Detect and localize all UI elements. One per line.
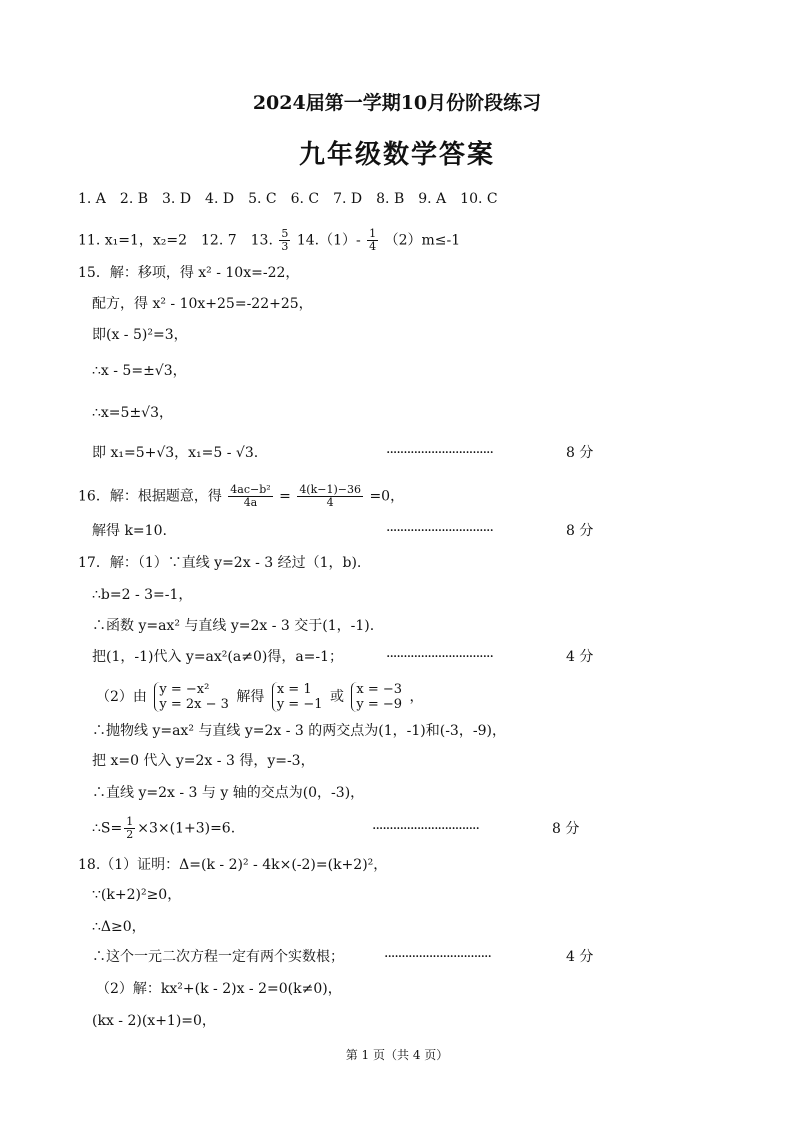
q17-line-3: ∴函数 y=ax² 与直线 y=2x - 3 交于(1，-1). (92, 618, 375, 634)
q15-score: 8 分 (566, 445, 594, 461)
q17-line-2: ∴b=2 - 3=-1， (92, 587, 193, 603)
fill-answers: 11. x₁=1，x₂=2 12. 7 13. $\frac{5}{3}$ 14.（1）- $\frac{1}{4}$ （2）m≤-1 (78, 227, 461, 253)
fraction-substituted: $\frac{4(k-1)-36}{4}$ (299, 483, 361, 509)
q16-line-1: 16．解：根据题意，得 $\frac{\text{4ac−b²}}{4a}$ = $\frac{4(k-1)-36}{4}$ =0， (78, 483, 405, 509)
q15-line-2: 配方，得 x² - 10x+25=-22+25， (92, 296, 313, 312)
q15-line-3: 即(x - 5)²=3， (92, 327, 188, 343)
q15-line-1: 15．解：移项，得 x² - 10x=-22， (78, 265, 300, 281)
q17-score-2: 8 分 (552, 821, 580, 837)
fraction-half: $\frac{1}{2}$ (126, 815, 134, 841)
q17-line-5: （2）由 y = −x² y = 2x − 3 解得 x = 1 y = −1 或 x = −3 y = −9 ， (96, 682, 424, 712)
q18-line-3: ∴Δ≥0， (92, 919, 146, 935)
q17-line-9: ∴S= $\frac{1}{2}$ ×3×(1+3)=6. (92, 815, 236, 841)
q17-line-8: ∴直线 y=2x - 3 与 y 轴的交点为(0，-3)， (92, 785, 365, 801)
q18-line-5: （2）解：kx²+(k - 2)x - 2=0(k≠0)， (96, 981, 342, 997)
leader-dots: ······························· (386, 445, 493, 461)
q18-line-1: 18.（1）证明：Δ=(k - 2)² - 4k×(-2)=(k+2)²， (78, 857, 388, 873)
equation-system-2: x = 1 y = −1 (272, 682, 323, 712)
q16-line-2: 解得 k=10. (92, 523, 167, 539)
q16-score: 8 分 (566, 523, 594, 539)
q15-line-6: 即 x₁=5+√3，x₁=5 - √3. (92, 445, 259, 461)
document-title: 2024届第一学期10月份阶段练习 (252, 92, 542, 114)
q15-line-4: ∴x - 5=±√3， (92, 363, 187, 379)
choice-answers: 1. A 2. B 3. D 4. D 5. C 6. C 7. D 8. B 9. A 10. C (78, 191, 498, 207)
leader-dots: ······························· (386, 523, 493, 539)
fraction-14: $\frac{1}{4}$ (369, 227, 377, 253)
leader-dots: ······························· (372, 821, 479, 837)
q17-line-4: 把(1，-1)代入 y=ax²(a≠0)得，a=-1； (92, 649, 344, 665)
fraction-discriminant: $\frac{\text{4ac−b²}}{4a}$ (230, 483, 271, 509)
q18-line-4: ∴这个一元二次方程一定有两个实数根； (92, 949, 344, 965)
q17-line-6: ∴抛物线 y=ax² 与直线 y=2x - 3 的两交点为(1，-1)和(-3，-9)， (92, 723, 506, 739)
q17-line-7: 把 x=0 代入 y=2x - 3 得，y=-3， (92, 753, 315, 769)
document-subtitle: 九年级数学答案 (298, 140, 495, 170)
q18-line-2: ∵(k+2)²≥0， (92, 887, 182, 903)
leader-dots: ······························· (384, 949, 491, 965)
q17-score-1: 4 分 (566, 649, 594, 665)
equation-system-1: y = −x² y = 2x − 3 (154, 682, 229, 712)
equation-system-3: x = −3 y = −9 (351, 682, 402, 712)
q18-line-6: (kx - 2)(x+1)=0， (92, 1013, 216, 1029)
q17-line-1: 17．解：（1）∵直线 y=2x - 3 经过（1，b). (78, 555, 362, 571)
fraction-13: $\frac{5}{3}$ (281, 227, 289, 253)
page-footer: 第 1 页（共 4 页） (345, 1048, 449, 1062)
q15-line-5: ∴x=5±√3， (92, 405, 173, 421)
leader-dots: ······························· (386, 649, 493, 665)
q18-score: 4 分 (566, 949, 594, 965)
